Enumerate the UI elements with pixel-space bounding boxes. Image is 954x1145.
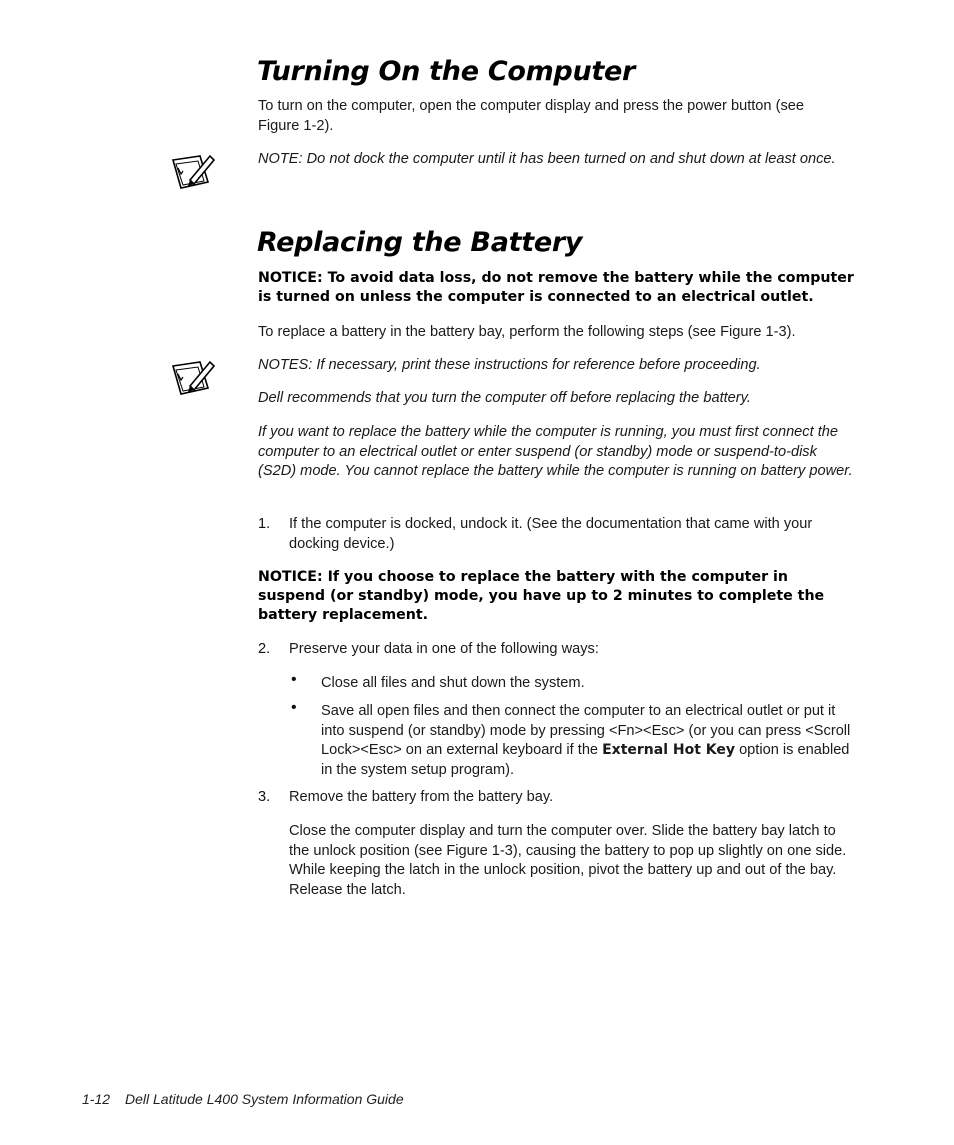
- note-turn-off: Dell recommends that you turn the computer off before replacing the battery.: [258, 390, 751, 406]
- section-title-turning-on: Turning On the Computer: [257, 56, 635, 87]
- step-2-text: Preserve your data in one of the following ways:: [289, 641, 599, 657]
- section-title-replacing-battery: Replacing the Battery: [257, 227, 583, 258]
- footer-guide-title: Dell Latitude L400 System Information Guide: [125, 1091, 404, 1107]
- notice-suspend: NOTICE: If you choose to replace the battery with the computer in suspend (or standby) mode, you have up to 2 minutes to complete the battery replacement.: [258, 569, 825, 623]
- external-hot-key-label: External Hot Key: [602, 742, 736, 759]
- note-pencil-icon: [170, 358, 216, 398]
- step-3-text: Remove the battery from the battery bay.: [289, 789, 554, 805]
- step-2-number: 2.: [258, 641, 271, 657]
- notice-data-loss: NOTICE: To avoid data loss, do not remove the battery while the computer is turned on unless the computer is connected to an electrical outlet.: [258, 270, 854, 305]
- note-pencil-icon: [170, 152, 216, 192]
- bullet-2-marker: •: [291, 699, 297, 716]
- step-3-number: 3.: [258, 789, 271, 805]
- step-1-text: If the computer is docked, undock it. (See the documentation that came with your docking device.): [289, 516, 813, 552]
- bullet-1-marker: •: [291, 671, 297, 688]
- bullet-2-post: option is enabled in the system setup program).: [321, 742, 850, 778]
- note-running: If you want to replace the battery while the computer is running, you must first connect the computer to an electrical outlet or enter suspend (or standby) mode or suspend-to-disk (S2D) mode. You cannot replace the battery while the computer is running on battery power.: [258, 424, 853, 480]
- intro-paragraph: To turn on the computer, open the computer display and press the power button (see Figure 1-2).: [258, 98, 804, 134]
- note-print: NOTES: If necessary, print these instructions for reference before proceeding.: [258, 357, 761, 373]
- step-3-detail: Close the computer display and turn the computer over. Slide the battery bay latch to the unlock position (see Figure 1-3), causing the battery to pop up slightly on one side. While keeping the latch in the unlock position, pivot the battery up and out of the bay. Release the latch.: [289, 823, 847, 898]
- bullet-2-text: [321, 702, 856, 780]
- bullet-1-text: Close all files and shut down the system.: [321, 675, 585, 691]
- footer-page-number: 1-12: [82, 1091, 111, 1107]
- replace-intro: To replace a battery in the battery bay, perform the following steps (see Figure 1-3).: [258, 324, 796, 340]
- note-dock: NOTE: Do not dock the computer until it has been turned on and shut down at least once.: [258, 151, 836, 167]
- step-1-number: 1.: [258, 516, 271, 532]
- bullet-2-pre: Save all open files and then connect the computer to an electrical outlet or put it into suspend (or standby) mode by pressing <Fn><Esc> (or you can press <Scroll Lock><Esc> on an external keyboard if the: [321, 703, 851, 759]
